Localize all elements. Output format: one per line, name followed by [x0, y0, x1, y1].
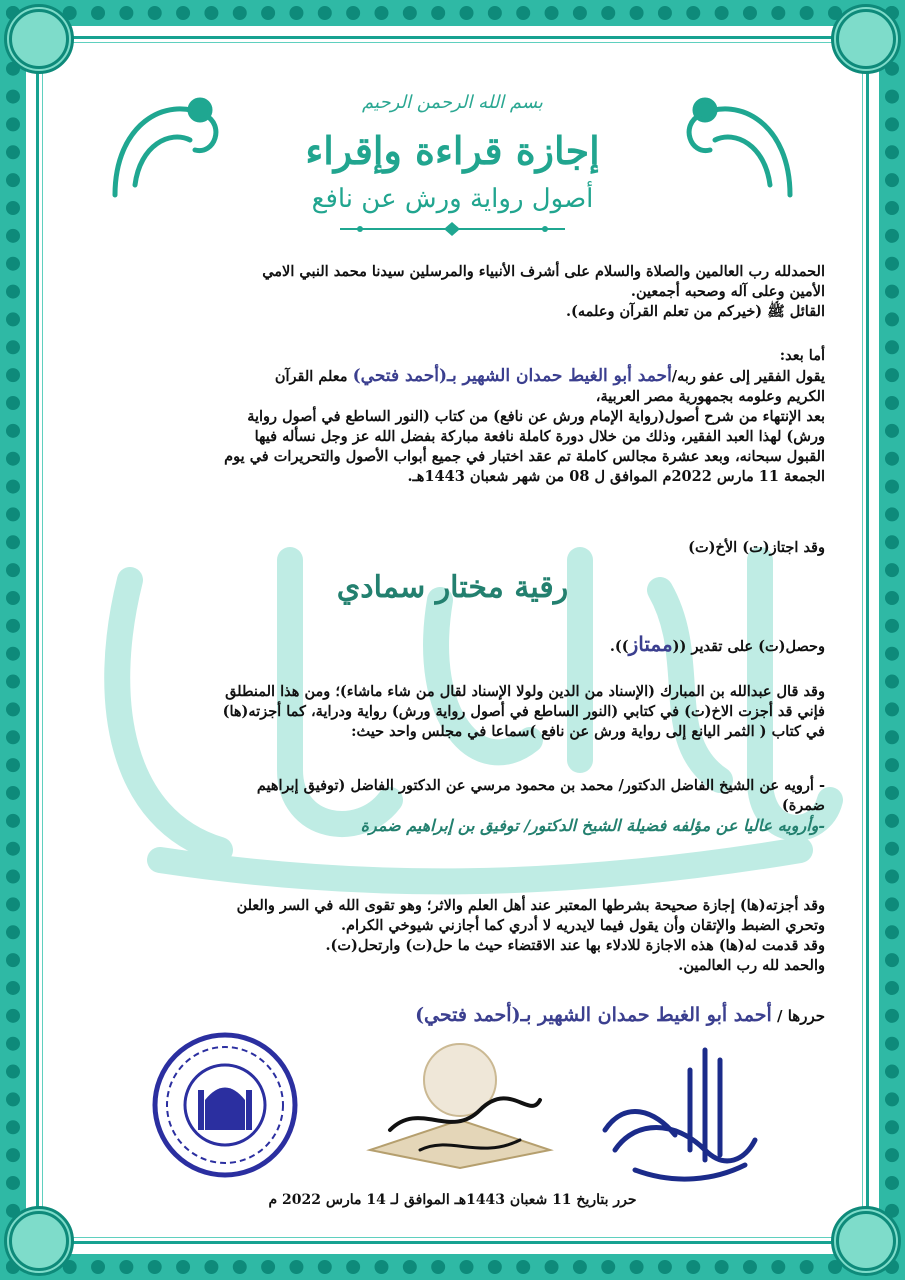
signer-name: أحمد أبو الغيط حمدان الشهير بـ(أحمد فتحي) [415, 1004, 772, 1026]
speaker-line [80, 366, 825, 387]
intro-line: الحمدلله رب العالمين والصلاة والسلام على أشرف الأنبياء والمرسلين سيدنا محمد النبي الامي [262, 263, 825, 280]
handwritten-signature-with-logo [360, 1040, 560, 1170]
student-name: رقية مختار سمادي [336, 570, 569, 605]
paragraph-line: فإني قد أجزت الاخ(ت) في كتابي (النور الساطع في أصول رواية ورش) رواية ودراية، كما أجزته(ها) [222, 703, 825, 720]
chain-item: -وأرويه عاليا عن مؤلفه فضيلة الشيخ الدكتور/ توفيق بن إبراهيم ضمرة [360, 816, 825, 835]
issue-date: حرر بتاريخ 11 شعبان 1443هـ الموافق لـ 14 مارس 2022 م [268, 1192, 637, 1208]
amma-baad: أما بعد: [779, 347, 825, 364]
corner-ornament-top-left [4, 4, 74, 74]
paragraph-line: ورش) لهذا العبد الفقير، وذلك من خلال دورة كاملة نافعة مباركة بفضل الله عز وجل نسأله فيها [254, 428, 825, 445]
paragraph-line: وقد قدمت له(ها) هذه الاجازة للادلاء بها عند الاقتضاء حيث ما حل(ت) وارتحل(ت). [325, 937, 825, 954]
closing-paragraph [80, 896, 825, 976]
corner-ornament-bottom-left [4, 1206, 74, 1276]
grade-value: ممتاز [628, 632, 673, 656]
grade-prefix: وحصل(ت) على تقدير (( [672, 638, 825, 655]
grade-suffix: )). [609, 638, 629, 655]
signer-label: حررها / [777, 1007, 825, 1025]
chain-item-continued: ضمرة) [781, 797, 825, 814]
title-divider [340, 222, 565, 236]
paragraph-line: الجمعة 11 مارس 2022م الموافق ل 08 من شهر شعبان 1443هـ. [407, 468, 825, 485]
paragraph-line: وقد أجزته(ها) إجازة صحيحة بشرطها المعتبر عند أهل العلم والاثر؛ وهو تقوى الله في السر والعلن [236, 897, 825, 914]
intro-line: الأمين وعلى آله وصحبه أجمعين. [630, 283, 825, 300]
circular-seal-stamp [150, 1030, 300, 1180]
paragraph-line: وقد قال عبدالله بن المبارك (الإسناد من الدين ولولا الإسناد لقال من شاء ماشاء)؛ ومن هذا المنطلق [225, 683, 825, 700]
certificate-title: إجازة قراءة وإقراء [305, 128, 600, 173]
main-paragraph [80, 346, 825, 487]
speaker-prefix: يقول الفقير إلى عفو ربه/ [671, 368, 825, 385]
speaker-line-2: الكريم وعلومه بجمهورية مصر العربية، [595, 388, 825, 405]
calligraphic-signature [595, 1040, 760, 1190]
corner-ornament-bottom-right [831, 1206, 901, 1276]
intro-paragraph [80, 262, 825, 322]
grade-line [80, 634, 825, 657]
basmala: بسم الله الرحمن الرحيم [362, 92, 543, 113]
signer-line [80, 1004, 825, 1026]
speaker-suffix: معلم القرآن [274, 368, 348, 385]
paragraph-line: وتحري الضبط والإتقان وأن يقول فيما لايدريه لا أدري كما أجازني شيوخي الكرام. [340, 917, 825, 934]
chain-item: - أرويه عن الشيخ الفاضل الدكتور/ محمد بن محمود مرسي عن الدكتور الفاضل (توفيق إبراهيم [256, 777, 825, 794]
chain-list [80, 776, 825, 836]
ijaza-line: وقد اجتاز(ت) الأخ(ت) [688, 539, 825, 556]
intro-line: القائل ﷺ (خيركم من تعلم القرآن وعلمه). [565, 303, 825, 320]
paragraph-line: بعد الإنتهاء من شرح أصول(رواية الإمام ورش عن نافع) من كتاب (النور الساطع في أصول رواية [247, 408, 825, 425]
speaker-name: أحمد أبو الغيط حمدان الشهير بـ(أحمد فتحي) [352, 366, 672, 386]
certificate-subtitle: أصول رواية ورش عن نافع [311, 184, 594, 214]
paragraph-line: والحمد لله رب العالمين. [678, 957, 825, 974]
paragraph-line: في كتاب ( الثمر اليانع إلى رواية ورش عن نافع )سماعا في مجلس واحد حيث: [351, 723, 825, 740]
corner-ornament-top-right [831, 4, 901, 74]
isnad-paragraph [80, 682, 825, 742]
paragraph-line: القبول سبحانه، وبعد عشرة مجالس كاملة تم عقد اختبار في جميع أبواب الأصول والتحريرات في يوم [224, 448, 825, 465]
